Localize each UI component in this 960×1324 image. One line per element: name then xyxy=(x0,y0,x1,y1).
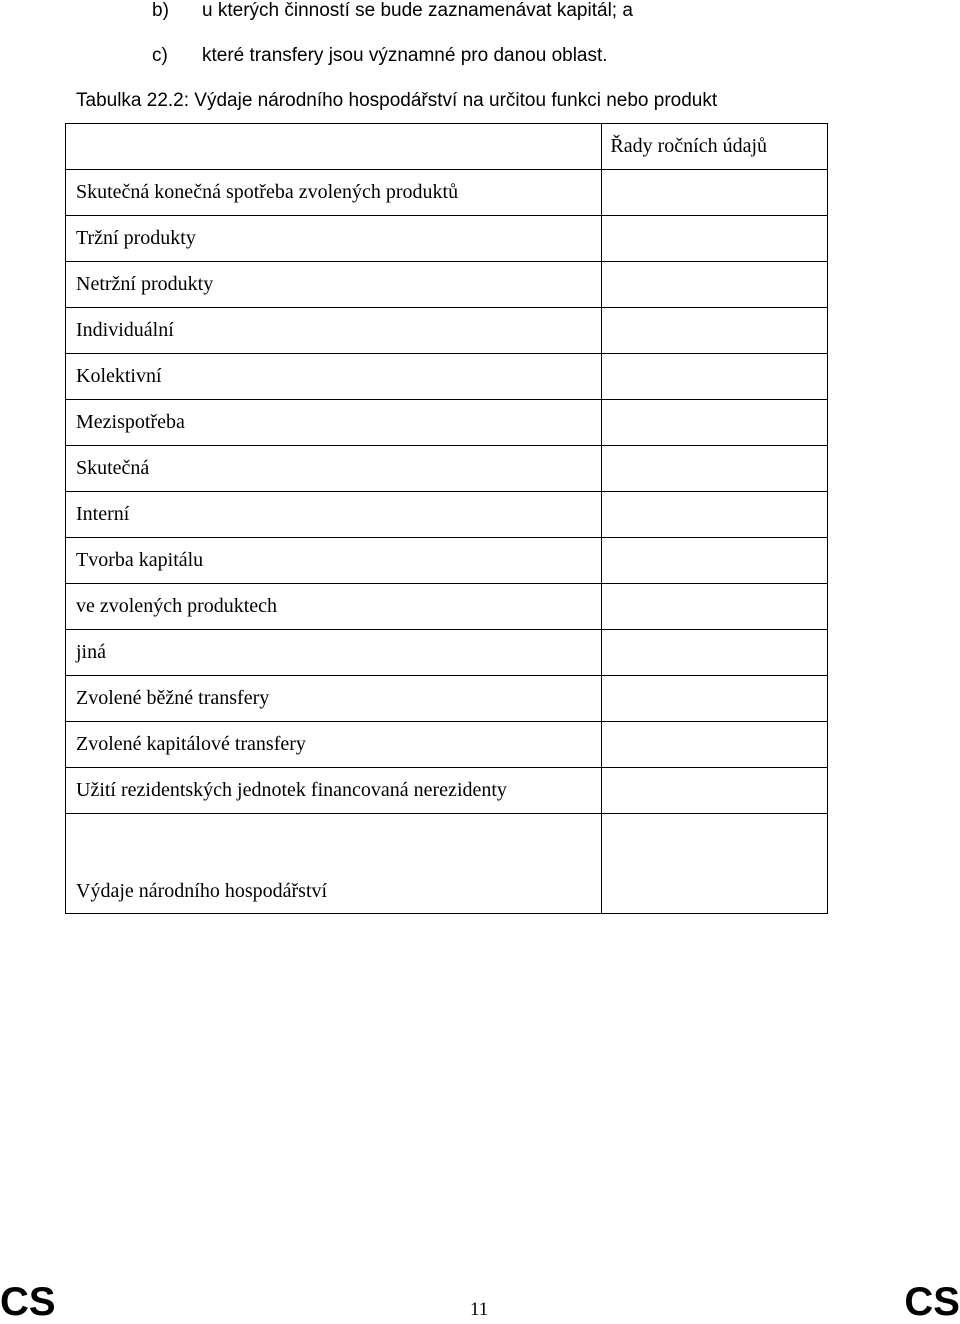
list-text: které transfery jsou významné pro danou oblast. xyxy=(202,45,608,66)
table-row xyxy=(66,676,828,722)
row-label: Zvolené běžné transfery xyxy=(66,676,602,722)
row-label: Netržní produkty xyxy=(66,262,602,308)
table-row xyxy=(66,354,828,400)
table-row xyxy=(66,584,828,630)
row-value-cell xyxy=(602,170,828,216)
footer-logo-left: CS xyxy=(0,1280,56,1324)
row-value-cell xyxy=(602,538,828,584)
row-value-cell xyxy=(602,492,828,538)
table-row xyxy=(66,630,828,676)
row-value-cell xyxy=(602,400,828,446)
row-label: Tvorba kapitálu xyxy=(66,538,602,584)
table-row xyxy=(66,170,828,216)
expenditure-table xyxy=(65,123,828,914)
row-label: Tržní produkty xyxy=(66,216,602,262)
row-label: Kolektivní xyxy=(66,354,602,400)
row-value-cell xyxy=(602,308,828,354)
table-row xyxy=(66,538,828,584)
list-marker: c) xyxy=(152,45,168,66)
row-label: Skutečná konečná spotřeba zvolených produktů xyxy=(66,170,602,216)
total-row-label: Výdaje národního hospodářství xyxy=(66,814,602,914)
table-row xyxy=(66,400,828,446)
row-value-cell xyxy=(602,262,828,308)
row-value-cell xyxy=(602,584,828,630)
row-value-cell xyxy=(602,676,828,722)
total-row-value-cell xyxy=(602,814,828,914)
table-row xyxy=(66,308,828,354)
table-row xyxy=(66,492,828,538)
row-label: Užití rezidentských jednotek financovaná nerezidenty xyxy=(66,768,602,814)
header-empty-cell xyxy=(66,124,602,170)
table-header-row xyxy=(66,124,828,170)
footer-logo-right: CS xyxy=(904,1280,960,1324)
row-value-cell xyxy=(602,354,828,400)
row-label: Interní xyxy=(66,492,602,538)
table-total-row xyxy=(66,814,828,914)
list-text: u kterých činností se bude zaznamenávat kapitál; a xyxy=(202,0,633,21)
row-value-cell xyxy=(602,630,828,676)
row-label: Skutečná xyxy=(66,446,602,492)
row-label: Zvolené kapitálové transfery xyxy=(66,722,602,768)
table-row xyxy=(66,768,828,814)
table-row xyxy=(66,446,828,492)
row-value-cell xyxy=(602,768,828,814)
row-value-cell xyxy=(602,722,828,768)
row-label: jiná xyxy=(66,630,602,676)
table-row xyxy=(66,722,828,768)
table-row xyxy=(66,262,828,308)
table-row xyxy=(66,216,828,262)
header-annual-series: Řady ročních údajů xyxy=(602,124,828,170)
table-caption: Tabulka 22.2: Výdaje národního hospodářství na určitou funkci nebo produkt xyxy=(76,90,718,111)
row-value-cell xyxy=(602,216,828,262)
row-label: ve zvolených produktech xyxy=(66,584,602,630)
row-label: Mezispotřeba xyxy=(66,400,602,446)
row-value-cell xyxy=(602,446,828,492)
list-marker: b) xyxy=(152,0,169,21)
row-label: Individuální xyxy=(66,308,602,354)
page-number: 11 xyxy=(470,1299,489,1320)
